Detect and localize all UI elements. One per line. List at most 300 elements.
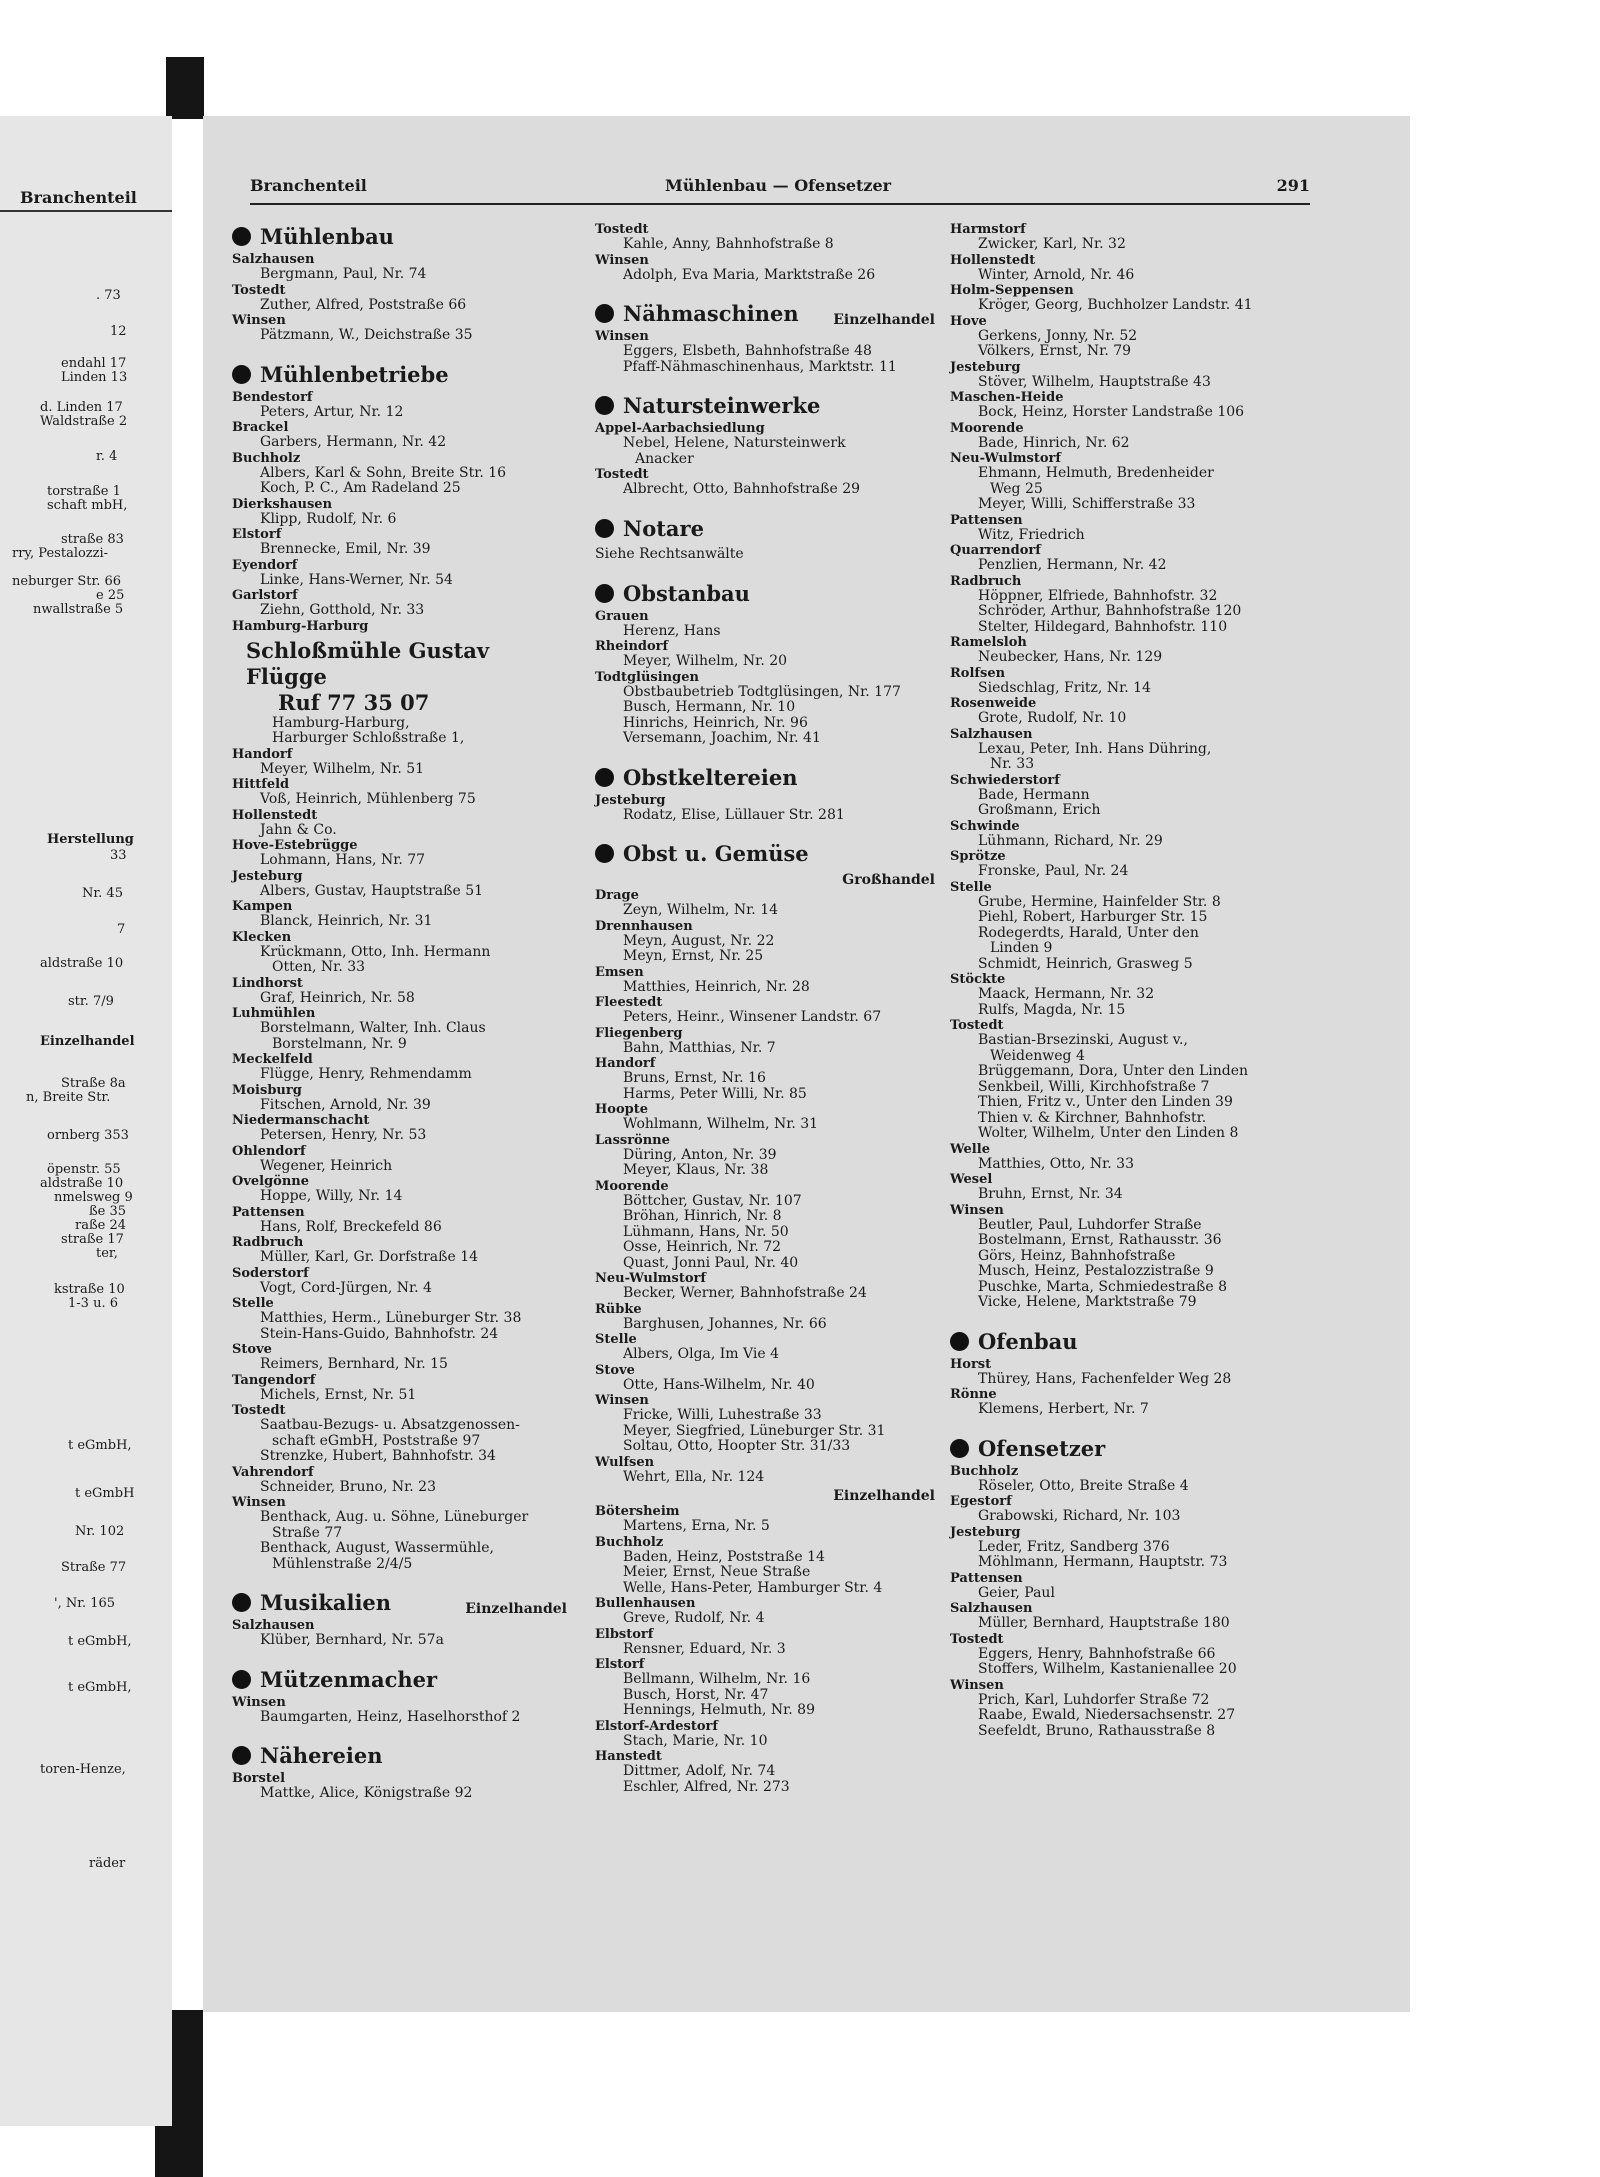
location-name: Drage: [595, 888, 639, 903]
directory-entry: Osse, Heinrich, Nr. 72: [623, 1239, 782, 1255]
location-name: Ohlendorf: [232, 1143, 306, 1159]
location-name: Quarrendorf: [950, 543, 1041, 558]
page-header-range: Mühlenbau — Ofensetzer: [665, 176, 892, 195]
directory-entry: Fronske, Paul, Nr. 24: [978, 863, 1129, 879]
location-name: Dierkshausen: [232, 496, 333, 512]
location-name: Winsen: [950, 1677, 1004, 1693]
location-name: Buchholz: [950, 1463, 1019, 1479]
directory-entry: Albers, Gustav, Hauptstraße 51: [260, 882, 484, 899]
directory-entry: Busch, Hermann, Nr. 10: [623, 699, 796, 715]
directory-entry: Petersen, Henry, Nr. 53: [260, 1127, 427, 1143]
section-heading: [950, 1434, 1290, 1464]
bullet-icon: [595, 396, 614, 415]
location-name: Hollenstedt: [232, 807, 318, 823]
directory-entry: Wohlmann, Wilhelm, Nr. 31: [623, 1116, 819, 1132]
section-title: Obstkeltereien: [623, 764, 798, 790]
section-heading: [232, 360, 567, 390]
location-name: Rönne: [950, 1387, 997, 1402]
section-heading: [232, 1665, 567, 1695]
location-name: Radbruch: [232, 1235, 304, 1250]
location-name: Ramelsloh: [950, 635, 1027, 650]
directory-entry: Meyer, Klaus, Nr. 38: [623, 1162, 769, 1178]
location-name: Hamburg-Harburg: [232, 618, 369, 634]
previous-page-line: . 73: [96, 288, 121, 303]
directory-entry: Bruns, Ernst, Nr. 16: [623, 1070, 766, 1086]
location-name: Neu-Wulmstorf: [595, 1271, 706, 1286]
section-title: Natursteinwerke: [623, 393, 821, 418]
section-title: Mützenmacher: [260, 1666, 438, 1692]
location-name: Holm-Seppensen: [950, 283, 1074, 298]
advert-company-name: Schloßmühle Gustav Flügge: [246, 637, 490, 689]
section-heading: [950, 1327, 1290, 1357]
directory-entry: Graf, Heinrich, Nr. 58: [260, 989, 415, 1006]
directory-entry: Maack, Hermann, Nr. 32: [978, 986, 1155, 1002]
directory-section: [595, 839, 935, 1795]
directory-entry: Herenz, Hans: [623, 622, 721, 639]
directory-entry: Geier, Paul: [978, 1584, 1055, 1601]
location-name: Welle: [950, 1141, 990, 1157]
directory-section: [232, 1665, 567, 1726]
directory-entry: Lühmann, Hans, Nr. 50: [623, 1223, 789, 1240]
directory-entry: Matthies, Heinrich, Nr. 28: [623, 978, 810, 995]
directory-entry: Ehmann, Helmuth, Bredenheider: [978, 465, 1214, 481]
previous-page-line: n, Breite Str.: [26, 1090, 111, 1105]
location-name: Emsen: [595, 964, 644, 980]
location-name: Elstorf: [595, 1657, 645, 1672]
section-title: Nähereien: [260, 1743, 383, 1768]
location-name: Eyendorf: [232, 557, 298, 573]
directory-entry: Ziehn, Gotthold, Nr. 33: [260, 602, 425, 618]
location-name: Buchholz: [595, 1534, 664, 1550]
location-name: Soderstorf: [232, 1265, 309, 1281]
directory-entry: Eschler, Alfred, Nr. 273: [623, 1778, 790, 1795]
previous-page-line: t eGmbH,: [68, 1680, 132, 1695]
location-name: Drennhausen: [595, 918, 693, 934]
directory-entry: Anacker: [635, 450, 694, 467]
directory-entry: Brüggemann, Dora, Unter den Linden: [978, 1063, 1248, 1079]
directory-entry: Müller, Bernhard, Hauptstraße 180: [978, 1615, 1230, 1631]
directory-entry: Wolter, Wilhelm, Unter den Linden 8: [978, 1125, 1239, 1141]
directory-section: [595, 222, 935, 283]
directory-entry: Garbers, Hermann, Nr. 42: [260, 434, 447, 450]
directory-entry: Linke, Hans-Werner, Nr. 54: [260, 571, 453, 588]
directory-section: [595, 391, 935, 498]
location-name: Hove-Estebrügge: [232, 838, 358, 853]
previous-page-line: nmelsweg 9: [54, 1190, 133, 1205]
directory-entry: Michels, Ernst, Nr. 51: [260, 1386, 417, 1403]
directory-entry: Nebel, Helene, Natursteinwerk: [623, 435, 846, 451]
directory-entry: Bastian-Brsezinski, August v.,: [978, 1032, 1188, 1048]
location-name: Grauen: [595, 608, 649, 624]
directory-section: [232, 1741, 567, 1802]
directory-entry: Musch, Heinz, Pestalozzistraße 9: [978, 1263, 1214, 1279]
directory-entry: Krückmann, Otto, Inh. Hermann: [260, 943, 491, 960]
bullet-icon: [595, 519, 614, 538]
directory-entry: Matthies, Otto, Nr. 33: [978, 1155, 1134, 1172]
directory-entry: Klemens, Herbert, Nr. 7: [978, 1401, 1149, 1417]
directory-entry: Düring, Anton, Nr. 39: [623, 1146, 777, 1163]
directory-entry: Mattke, Alice, Königstraße 92: [260, 1785, 473, 1801]
location-name: Bendestorf: [232, 389, 313, 405]
previous-page-line: kstraße 10: [54, 1282, 125, 1297]
directory-entry: Bostelmann, Ernst, Rathausstr. 36: [978, 1232, 1222, 1248]
location-name: Tostedt: [950, 1018, 1004, 1033]
directory-entry: Pfaff-Nähmaschinenhaus, Marktstr. 11: [623, 358, 897, 375]
bullet-icon: [595, 584, 614, 603]
directory-entry: Penzlien, Hermann, Nr. 42: [978, 557, 1167, 573]
location-name: Stelle: [595, 1332, 637, 1347]
directory-entry: Prich, Karl, Luhdorfer Straße 72: [978, 1691, 1210, 1708]
location-name: Winsen: [595, 329, 649, 344]
directory-entry: Meyn, Ernst, Nr. 25: [623, 948, 764, 964]
directory-entry: Benthack, August, Wassermühle,: [260, 1540, 495, 1556]
location-name: Garlstorf: [232, 588, 298, 603]
directory-entry: Bade, Hermann: [978, 786, 1090, 803]
section-heading: [232, 1588, 567, 1618]
previous-page-line: Einzelhandel: [40, 1034, 135, 1049]
directory-entry: Baumgarten, Heinz, Haselhorsthof 2: [260, 1708, 521, 1725]
previous-page-line: ter,: [96, 1246, 118, 1261]
directory-entry: Straße 77: [272, 1524, 343, 1541]
bullet-icon: [595, 768, 614, 787]
bullet-icon: [232, 227, 251, 246]
location-name: Horst: [950, 1356, 992, 1372]
directory-section: [595, 514, 935, 563]
section-title: Obstanbau: [623, 580, 750, 606]
location-name: Pattensen: [232, 1204, 305, 1220]
directory-entry: Thien, Fritz v., Unter den Linden 39: [978, 1094, 1233, 1110]
directory-entry: Albers, Olga, Im Vie 4: [623, 1346, 780, 1362]
location-name: Hanstedt: [595, 1749, 662, 1764]
directory-entry: Beutler, Paul, Luhdorfer Straße: [978, 1216, 1202, 1233]
location-name: Kampen: [232, 899, 293, 914]
directory-entry: Rodegerdts, Harald, Unter den: [978, 924, 1199, 941]
directory-entry: Matthies, Herm., Lüneburger Str. 38: [260, 1310, 522, 1326]
previous-page-line: toren-Henze,: [40, 1762, 126, 1777]
directory-entry: Bröhan, Hinrich, Nr. 8: [623, 1208, 782, 1224]
directory-section: [232, 1588, 567, 1649]
directory-section: [595, 299, 935, 375]
location-name: Jesteburg: [595, 792, 666, 808]
location-name: Rübke: [595, 1301, 642, 1317]
directory-entry: Pätzmann, W., Deichstraße 35: [260, 327, 473, 343]
directory-entry: Bahn, Matthias, Nr. 7: [623, 1039, 776, 1056]
directory-section: [232, 222, 567, 344]
directory-entry: Zeyn, Wilhelm, Nr. 14: [623, 902, 779, 918]
section-heading: [595, 391, 935, 421]
directory-entry: Thien v. & Kirchner, Bahnhofstr.: [978, 1109, 1207, 1126]
directory-entry: Barghusen, Johannes, Nr. 66: [623, 1315, 827, 1332]
page-header: [250, 176, 1310, 198]
section-heading: [232, 222, 567, 252]
previous-page-line: ', Nr. 165: [54, 1596, 116, 1611]
location-name: Tostedt: [232, 282, 286, 298]
location-name: Stove: [232, 1342, 272, 1357]
previous-page-line: torstraße 1: [47, 484, 121, 499]
location-name: Appel-Aarbachsiedlung: [595, 421, 765, 436]
section-title: Musikalien: [260, 1590, 392, 1615]
location-name: Harmstorf: [950, 222, 1026, 237]
directory-entry: Eggers, Elsbeth, Bahnhofstraße 48: [623, 343, 872, 359]
location-name: Tostedt: [595, 467, 649, 482]
section-title: Nähmaschinen: [623, 301, 799, 326]
trade-qualifier: Einzelhandel: [465, 1601, 567, 1617]
directory-entry: Albers, Karl & Sohn, Breite Str. 16: [260, 464, 507, 481]
directory-entry: Soltau, Otto, Hoopter Str. 31/33: [623, 1438, 851, 1454]
location-name: Winsen: [595, 1393, 649, 1408]
location-name: Salzhausen: [950, 726, 1033, 742]
directory-entry: Albrecht, Otto, Bahnhofstraße 29: [623, 481, 861, 497]
location-name: Meckelfeld: [232, 1052, 313, 1067]
directory-section: [595, 763, 935, 824]
location-name: Bullenhausen: [595, 1596, 696, 1611]
directory-entry: Dittmer, Adolf, Nr. 74: [623, 1763, 776, 1779]
location-name: Pattensen: [950, 1570, 1023, 1586]
directory-entry: Schröder, Arthur, Bahnhofstraße 120: [978, 603, 1242, 619]
directory-entry: Gerkens, Jonny, Nr. 52: [978, 327, 1138, 344]
location-name: Luhmühlen: [232, 1006, 316, 1021]
directory-entry: Mühlenstraße 2/4/5: [272, 1555, 413, 1572]
directory-entry: Wegener, Heinrich: [260, 1157, 393, 1174]
location-name: Winsen: [232, 1495, 286, 1510]
directory-entry: Zuther, Alfred, Poststraße 66: [260, 296, 467, 313]
location-name: Fliegenberg: [595, 1025, 683, 1041]
directory-entry: Piehl, Robert, Harburger Str. 15: [978, 909, 1208, 925]
directory-entry: Müller, Karl, Gr. Dorfstraße 14: [260, 1249, 479, 1265]
location-name: Handorf: [232, 746, 293, 762]
directory-entry: Busch, Horst, Nr. 47: [623, 1686, 769, 1703]
directory-entry: Raabe, Ewald, Niedersachsenstr. 27: [978, 1707, 1236, 1723]
directory-entry: Jahn & Co.: [260, 821, 337, 838]
location-name: Wulfsen: [595, 1454, 655, 1470]
trade-qualifier: Einzelhandel: [833, 1488, 935, 1504]
directory-entry: Höppner, Elfriede, Bahnhofstr. 32: [978, 587, 1218, 604]
page-header-section: Branchenteil: [250, 176, 367, 195]
previous-page-line: 33: [110, 848, 127, 863]
location-name: Wesel: [950, 1172, 993, 1187]
advert-address-line: Hamburg-Harburg,: [272, 714, 410, 731]
directory-entry: Siedschlag, Fritz, Nr. 14: [978, 679, 1151, 696]
section-heading: [232, 1741, 567, 1771]
directory-entry: Stach, Marie, Nr. 10: [623, 1732, 768, 1749]
location-name: Schwinde: [950, 818, 1020, 834]
bullet-icon: [950, 1439, 969, 1458]
directory-entry: Stöver, Wilhelm, Hauptstraße 43: [978, 373, 1211, 390]
directory-section: [232, 360, 567, 1573]
previous-page-line: t eGmbH,: [68, 1634, 132, 1649]
previous-page-line: Waldstraße 2: [40, 414, 128, 429]
directory-section: [950, 222, 1290, 1311]
directory-entry: Seefeldt, Bruno, Rathausstraße 8: [978, 1722, 1216, 1739]
location-name: Egestorf: [950, 1494, 1012, 1509]
directory-entry: Klüber, Bernhard, Nr. 57a: [260, 1632, 444, 1648]
bullet-icon: [232, 1593, 251, 1612]
previous-page-line: Nr. 102: [75, 1524, 125, 1539]
directory-entry: Otten, Nr. 33: [272, 959, 366, 975]
directory-entry: Bade, Hinrich, Nr. 62: [978, 434, 1130, 451]
previous-page-line: raße 24: [75, 1218, 127, 1233]
location-name: Rosenweide: [950, 696, 1037, 711]
directory-entry: Brennecke, Emil, Nr. 39: [260, 541, 431, 557]
directory-entry: Baden, Heinz, Poststraße 14: [623, 1548, 825, 1565]
location-name: Stelle: [950, 879, 992, 895]
previous-page-line: aldstraße 10: [40, 956, 124, 971]
section-heading: [595, 839, 935, 869]
directory-entry: Vicke, Helene, Marktstraße 79: [978, 1294, 1197, 1310]
directory-section: [950, 1327, 1290, 1418]
previous-page-line: t eGmbH,: [68, 1438, 132, 1453]
previous-page-line: Straße 8a: [61, 1076, 126, 1091]
directory-entry: Koch, P. C., Am Radeland 25: [260, 480, 461, 496]
location-name: Brackel: [232, 420, 289, 435]
previous-page-line: neburger Str. 66: [12, 574, 122, 589]
column-middle: [595, 222, 935, 1795]
binding-shadow-top: [166, 57, 204, 119]
directory-entry: Otte, Hans-Wilhelm, Nr. 40: [623, 1376, 815, 1393]
section-title: Mühlenbetriebe: [260, 361, 449, 387]
directory-entry: Neubecker, Hans, Nr. 129: [978, 649, 1163, 665]
previous-page-line: d. Linden 17: [40, 400, 123, 415]
directory-entry: schaft eGmbH, Poststraße 97: [272, 1432, 481, 1449]
previous-page-line: nwallstraße 5: [33, 602, 124, 617]
location-name: Hittfeld: [232, 777, 290, 792]
directory-entry: Görs, Heinz, Bahnhofstraße: [978, 1247, 1176, 1264]
directory-entry: Borstelmann, Nr. 9: [272, 1035, 407, 1052]
location-name: Handorf: [595, 1056, 656, 1071]
directory-entry: Adolph, Eva Maria, Marktstraße 26: [623, 266, 876, 283]
cross-reference: Siehe Rechtsanwälte: [595, 545, 744, 562]
directory-entry: Nr. 33: [990, 756, 1035, 772]
location-name: Winsen: [950, 1202, 1004, 1218]
directory-entry: Stoffers, Wilhelm, Kastanienallee 20: [978, 1661, 1237, 1677]
location-name: Niedermanschacht: [232, 1113, 370, 1128]
previous-page-line: e 25: [96, 588, 125, 603]
location-name: Lindhorst: [232, 975, 303, 991]
previous-page-line: 12: [110, 324, 127, 339]
location-name: Winsen: [232, 1694, 286, 1710]
directory-entry: Meyn, August, Nr. 22: [623, 932, 775, 949]
advert-phone: Ruf 77 35 07: [278, 689, 430, 715]
directory-entry: Rodatz, Elise, Lüllauer Str. 281: [623, 806, 845, 823]
previous-page-line: Straße 77: [61, 1560, 127, 1575]
directory-section: [950, 1434, 1290, 1740]
directory-entry: Benthack, Aug. u. Söhne, Lüneburger: [260, 1509, 529, 1525]
directory-entry: Lühmann, Richard, Nr. 29: [978, 832, 1163, 849]
directory-entry: Becker, Werner, Bahnhofstraße 24: [623, 1285, 867, 1301]
previous-page-line: räder: [89, 1856, 126, 1871]
location-name: Klecken: [232, 929, 292, 945]
previous-page-line: 1-3 u. 6: [68, 1296, 118, 1311]
location-name: Stöckte: [950, 972, 1006, 987]
bullet-icon: [595, 844, 614, 863]
directory-section: [595, 579, 935, 747]
location-name: Vahrendorf: [232, 1464, 314, 1480]
location-name: Salzhausen: [232, 252, 315, 267]
location-name: Tangendorf: [232, 1372, 316, 1388]
location-name: Jesteburg: [232, 868, 303, 884]
directory-entry: Winter, Arnold, Nr. 46: [978, 266, 1135, 283]
directory-entry: Grote, Rudolf, Nr. 10: [978, 710, 1127, 726]
column-left: [232, 222, 567, 1802]
directory-entry: Vogt, Cord-Jürgen, Nr. 4: [260, 1279, 432, 1296]
directory-page: [203, 116, 1410, 2012]
previous-page-line: endahl 17: [61, 356, 127, 371]
directory-entry: Puschke, Marta, Schmiedestraße 8: [978, 1278, 1227, 1295]
section-title: Ofenbau: [978, 1328, 1078, 1354]
directory-entry: Obstbaubetrieb Todtglüsingen, Nr. 177: [623, 683, 901, 700]
location-name: Elbstorf: [595, 1626, 654, 1642]
directory-entry: Quast, Jonni Paul, Nr. 40: [623, 1254, 799, 1271]
location-name: Hollenstedt: [950, 252, 1036, 268]
trade-qualifier: Einzelhandel: [833, 312, 935, 328]
location-name: Rheindorf: [595, 639, 669, 654]
directory-entry: Schmidt, Heinrich, Grasweg 5: [978, 955, 1193, 972]
previous-page-line: 7: [117, 922, 126, 937]
directory-entry: Martens, Erna, Nr. 5: [623, 1518, 770, 1534]
location-name: Stove: [595, 1362, 635, 1378]
location-name: Tostedt: [950, 1631, 1004, 1647]
directory-entry: Eggers, Henry, Bahnhofstraße 66: [978, 1645, 1216, 1662]
directory-entry: Möhlmann, Hermann, Hauptstr. 73: [978, 1554, 1228, 1570]
directory-entry: Röseler, Otto, Breite Straße 4: [978, 1477, 1189, 1494]
location-name: Elstorf: [232, 527, 282, 542]
location-name: Stelle: [232, 1296, 274, 1311]
section-title: Obst u. Gemüse: [623, 841, 809, 866]
location-name: Neu-Wulmstorf: [950, 451, 1061, 466]
directory-entry: Hoppe, Willy, Nr. 14: [260, 1188, 403, 1204]
previous-page-line: r. 4: [96, 449, 118, 464]
location-name: Elstorf-Ardestorf: [595, 1718, 718, 1734]
location-name: Jesteburg: [950, 359, 1021, 375]
location-name: Jesteburg: [950, 1524, 1021, 1540]
directory-entry: Linden 9: [990, 940, 1053, 956]
directory-entry: Strenzke, Hubert, Bahnhofstr. 34: [260, 1448, 496, 1464]
directory-entry: Grabowski, Richard, Nr. 103: [978, 1508, 1181, 1524]
directory-entry: Harms, Peter Willi, Nr. 85: [623, 1085, 807, 1102]
previous-page-line: ße 35: [89, 1204, 127, 1219]
previous-page-line: schaft mbH,: [47, 498, 128, 513]
directory-entry: Welle, Hans-Peter, Hamburger Str. 4: [623, 1579, 883, 1596]
directory-entry: Peters, Artur, Nr. 12: [260, 403, 404, 420]
section-title: Mühlenbau: [260, 224, 394, 249]
location-name: Hove: [950, 313, 987, 329]
column-right: [950, 222, 1290, 1739]
location-name: Winsen: [232, 313, 286, 328]
location-name: Buchholz: [232, 450, 301, 466]
bullet-icon: [950, 1332, 969, 1351]
directory-entry: Hennings, Helmuth, Nr. 89: [623, 1702, 815, 1718]
location-name: Lassrönne: [595, 1132, 670, 1148]
previous-page-line: aldstraße 10: [40, 1176, 124, 1191]
directory-entry: Reimers, Bernhard, Nr. 15: [260, 1356, 448, 1372]
location-name: Moorende: [595, 1178, 669, 1194]
directory-entry: Stelter, Hildegard, Bahnhofstr. 110: [978, 618, 1228, 635]
previous-page-line: rry, Pestalozzi-: [12, 546, 109, 561]
directory-entry: Meyer, Siegfried, Lüneburger Str. 31: [623, 1422, 886, 1439]
previous-page-line: Herstellung: [47, 832, 134, 847]
directory-entry: Flügge, Henry, Rehmendamm: [260, 1066, 472, 1082]
bullet-icon: [232, 1746, 251, 1765]
previous-page-header: Branchenteil: [20, 188, 137, 207]
previous-page-line: t eGmbH: [75, 1486, 135, 1501]
location-name: Radbruch: [950, 573, 1022, 589]
location-name: Moorende: [950, 420, 1024, 436]
directory-entry: Rulfs, Magda, Nr. 15: [978, 1001, 1126, 1018]
previous-page-line: str. 7/9: [68, 994, 114, 1009]
bullet-icon: [595, 304, 614, 323]
directory-entry: Meyer, Willi, Schifferstraße 33: [978, 496, 1196, 512]
section-heading: [595, 579, 935, 609]
